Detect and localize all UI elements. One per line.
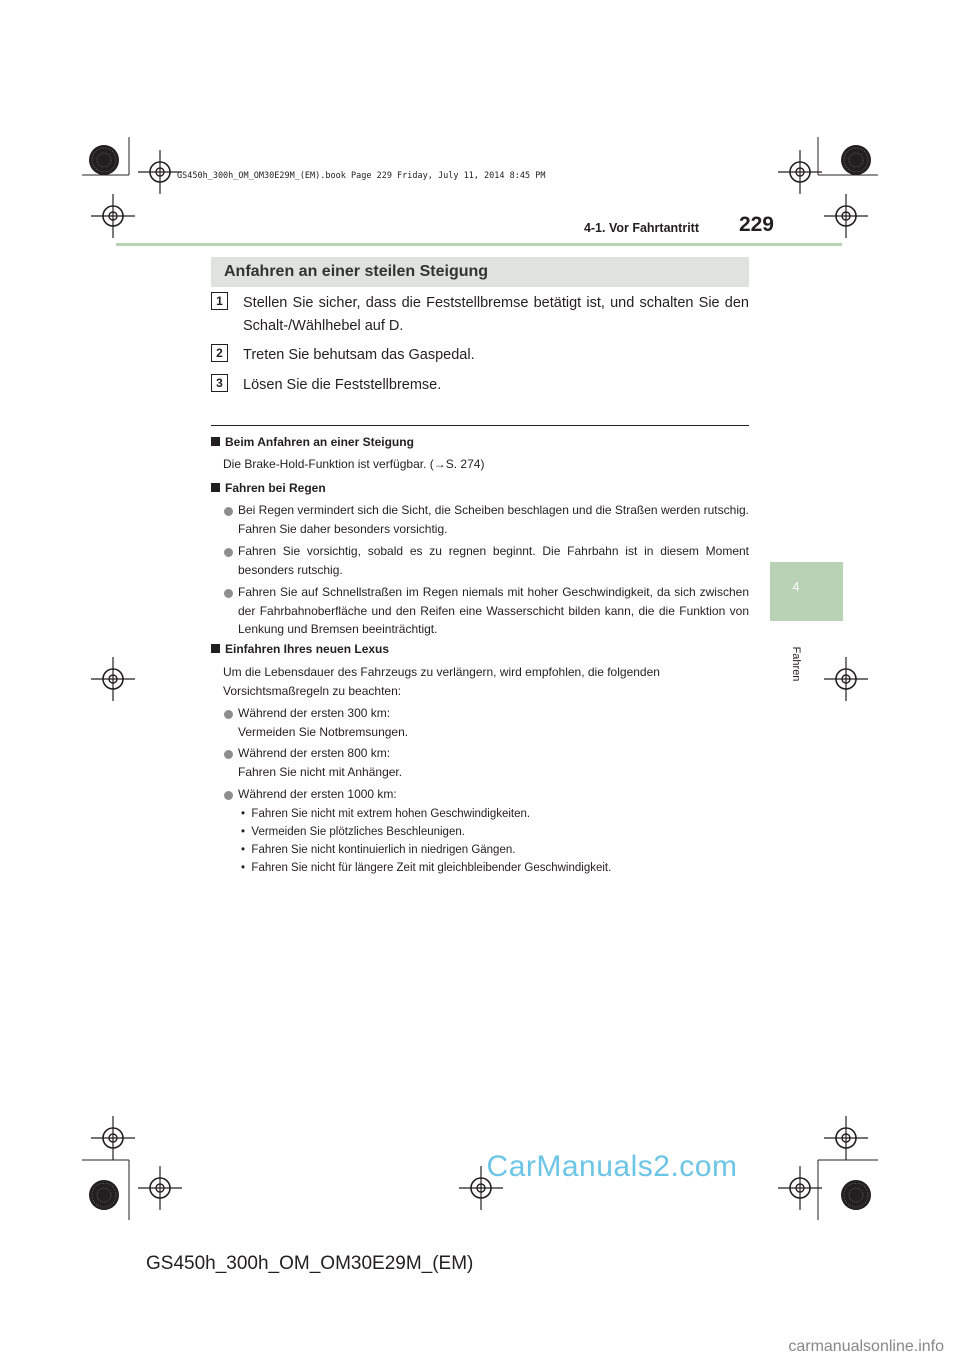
chapter-tab-label: [781, 640, 811, 688]
bullet-dot-icon: [224, 507, 233, 516]
note-title-break-in: Einfahren Ihres neuen Lexus: [211, 642, 389, 656]
footer-document-code: GS450h_300h_OM_OM30E29M_(EM): [146, 1253, 474, 1274]
bullet-dot-icon: [224, 750, 233, 759]
break-in-1000km: Während der ersten 1000 km:: [238, 787, 397, 801]
step-badge-2: 2: [211, 344, 228, 362]
rain-bullet-2: Fahren Sie vorsichtig, sobald es zu regnen beginnt. Die Fahrbahn ist in diesem Moment besonders rutschig.: [238, 544, 749, 577]
note-title-rain: Fahren bei Regen: [211, 481, 326, 495]
watermark-text: CarManuals2.com: [486, 1150, 738, 1183]
note-title-start: Beim Anfahren an einer Steigung: [211, 435, 414, 449]
section-label: 4-1. Vor Fahrtantritt: [583, 221, 699, 235]
rain-bullet-3: Fahren Sie auf Schnellstraßen im Regen niemals mit hoher Geschwindigkeit, da sich zwischen der Fahrbahnoberfläche und den Reifen eine Wasserschicht bilden kann, die die Funktion von Lenkung und Bremsen beeinträchtigt.: [238, 585, 749, 636]
sub-item-1: • Fahren Sie nicht mit extrem hohen Geschwindigkeiten.: [241, 808, 531, 820]
square-bullet-icon: [211, 644, 220, 653]
bullet-dot-icon: [224, 791, 233, 800]
header-rule: [116, 243, 842, 246]
square-bullet-icon: [211, 483, 220, 492]
page-number: 229: [738, 213, 774, 236]
rain-bullet-1: Bei Regen vermindert sich die Sicht, die Scheiben beschlagen und die Straßen werden rutschig. Fahren Sie daher besonders vorsichtig.: [238, 503, 749, 536]
notes-divider: [211, 425, 749, 426]
chapter-tab-number: 4: [792, 579, 800, 594]
footer-site-watermark: carmanualsonline.info: [788, 1338, 944, 1355]
step-text-1: Stellen Sie sicher, dass die Feststellbremse betätigt ist, und schalten Sie den Schalt-/Wählhebel auf D.: [243, 295, 749, 334]
sub-item-4: • Fahren Sie nicht für längere Zeit mit gleichbleibender Geschwindigkeit.: [241, 862, 612, 874]
chapter-tab-label-text: Fahren: [790, 646, 802, 682]
step-text-3: Lösen Sie die Feststellbremse.: [243, 377, 442, 393]
section-heading: Anfahren an einer steilen Steigung: [211, 257, 749, 287]
step-text-2: Treten Sie behutsam das Gaspedal.: [243, 347, 475, 363]
square-bullet-icon: [211, 437, 220, 446]
note-text-start: Die Brake-Hold-Funktion ist verfügbar. (→S. 274): [223, 457, 485, 471]
bullet-dot-icon: [224, 589, 233, 598]
step-badge-3: 3: [211, 374, 228, 392]
book-metadata-line: GS450h_300h_OM_OM30E29M_(EM).book Page 229 Friday, July 11, 2014 8:45 PM: [177, 171, 546, 181]
step-badge-1: 1: [211, 292, 228, 310]
break-in-intro: Um die Lebensdauer des Fahrzeugs zu verlängern, wird empfohlen, die folgenden Vorsichtsmaßregeln zu beachten:: [223, 665, 660, 698]
bullet-dot-icon: [224, 548, 233, 557]
break-in-800km: Während der ersten 800 km: Fahren Sie nicht mit Anhänger.: [238, 746, 403, 779]
bullet-dot-icon: [224, 710, 233, 719]
break-in-300km: Während der ersten 300 km: Vermeiden Sie Notbremsungen.: [238, 706, 409, 739]
sub-item-3: • Fahren Sie nicht kontinuierlich in niedrigen Gängen.: [241, 844, 516, 856]
sub-item-2: • Vermeiden Sie plötzliches Beschleunigen.: [241, 826, 465, 838]
